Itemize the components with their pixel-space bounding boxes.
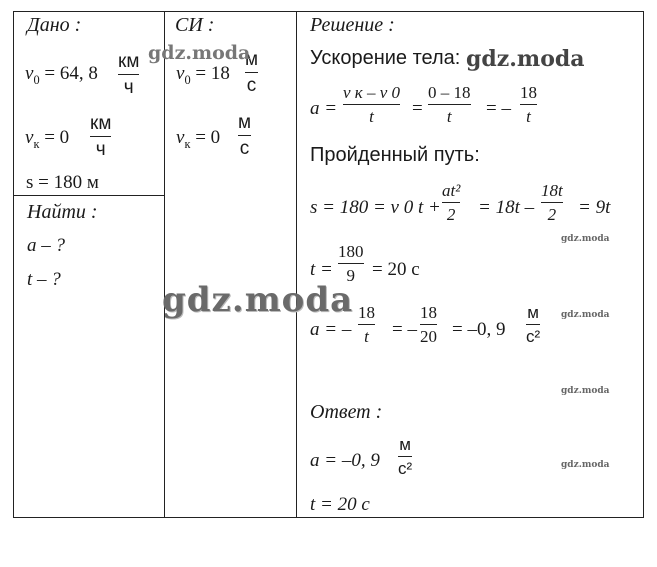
eq1-frac1: v к – v 0 t (343, 83, 401, 126)
si-vk-unit: м с (238, 112, 252, 159)
given-vk-unit: км ч (90, 113, 112, 160)
eq1-equals2: = – (486, 98, 511, 119)
si-header: СИ : (175, 14, 215, 36)
eq3-frac: 180 9 (338, 242, 364, 285)
watermark-small-1: gdz.moda (561, 234, 610, 244)
watermark-small-4: gdz.moda (561, 460, 610, 470)
answer-t: t = 20 с (310, 494, 370, 515)
find-header: Найти : (27, 201, 98, 223)
eq2-mid: = 18t – (478, 197, 535, 218)
eq1-equals: = (412, 98, 423, 119)
column-divider-2 (296, 12, 297, 517)
path-heading: Пройденный путь: (310, 144, 480, 166)
row-divider (14, 195, 164, 196)
answer-a: a = –0, 9 (310, 450, 380, 471)
eq2-frac1: at² 2 (442, 181, 461, 224)
si-v0: $v_0 = 18$ (176, 63, 230, 87)
watermark-small-3: gdz.moda (561, 386, 610, 396)
eq2-lhs: s = 180 = v 0 t + (310, 197, 441, 218)
accel-heading: Ускорение тела: (310, 47, 461, 69)
eq3-rhs: = 20 с (372, 259, 420, 280)
eq2-frac2: 18t 2 (541, 181, 563, 224)
given-v0: $v_0 = 64$, 8 (25, 63, 98, 87)
watermark-small-2: gdz.moda (561, 310, 610, 320)
watermark-top-right: gdz.moda (466, 46, 585, 72)
eq4-lhs: a = – (310, 319, 352, 340)
watermark-top-left: gdz.moda (148, 42, 251, 64)
answer-a-unit: м с² (398, 435, 413, 478)
eq4-unit: м с² (526, 303, 541, 346)
find-a: a – ? (27, 235, 65, 256)
watermark-center: gdz.moda (162, 280, 354, 320)
eq4-equals: = – (392, 319, 417, 340)
given-v0-unit: км ч (118, 51, 140, 98)
given-header: Дано : (27, 14, 82, 36)
answer-heading: Ответ : (310, 401, 383, 423)
si-v0-unit: м с (245, 49, 259, 96)
given-distance: s = 180 м (26, 172, 99, 193)
eq4-rhs: = –0, 9 (452, 319, 506, 340)
eq4-frac2: 18 20 (420, 303, 437, 346)
given-vk: $v_к = 0$ (25, 127, 70, 151)
eq1-frac3: 18 t (520, 83, 537, 126)
si-vk: $v_к = 0$ (176, 127, 221, 151)
eq4-frac1: 18 t (358, 303, 375, 346)
eq3-lhs: t = (310, 259, 333, 280)
eq2-rhs: = 9t (578, 197, 611, 218)
solution-header: Решение : (310, 14, 395, 36)
find-t: t – ? (27, 269, 61, 290)
column-divider-1 (164, 12, 165, 517)
eq1-lhs: a = (310, 98, 338, 119)
eq1-frac2: 0 – 18 t (428, 83, 471, 126)
